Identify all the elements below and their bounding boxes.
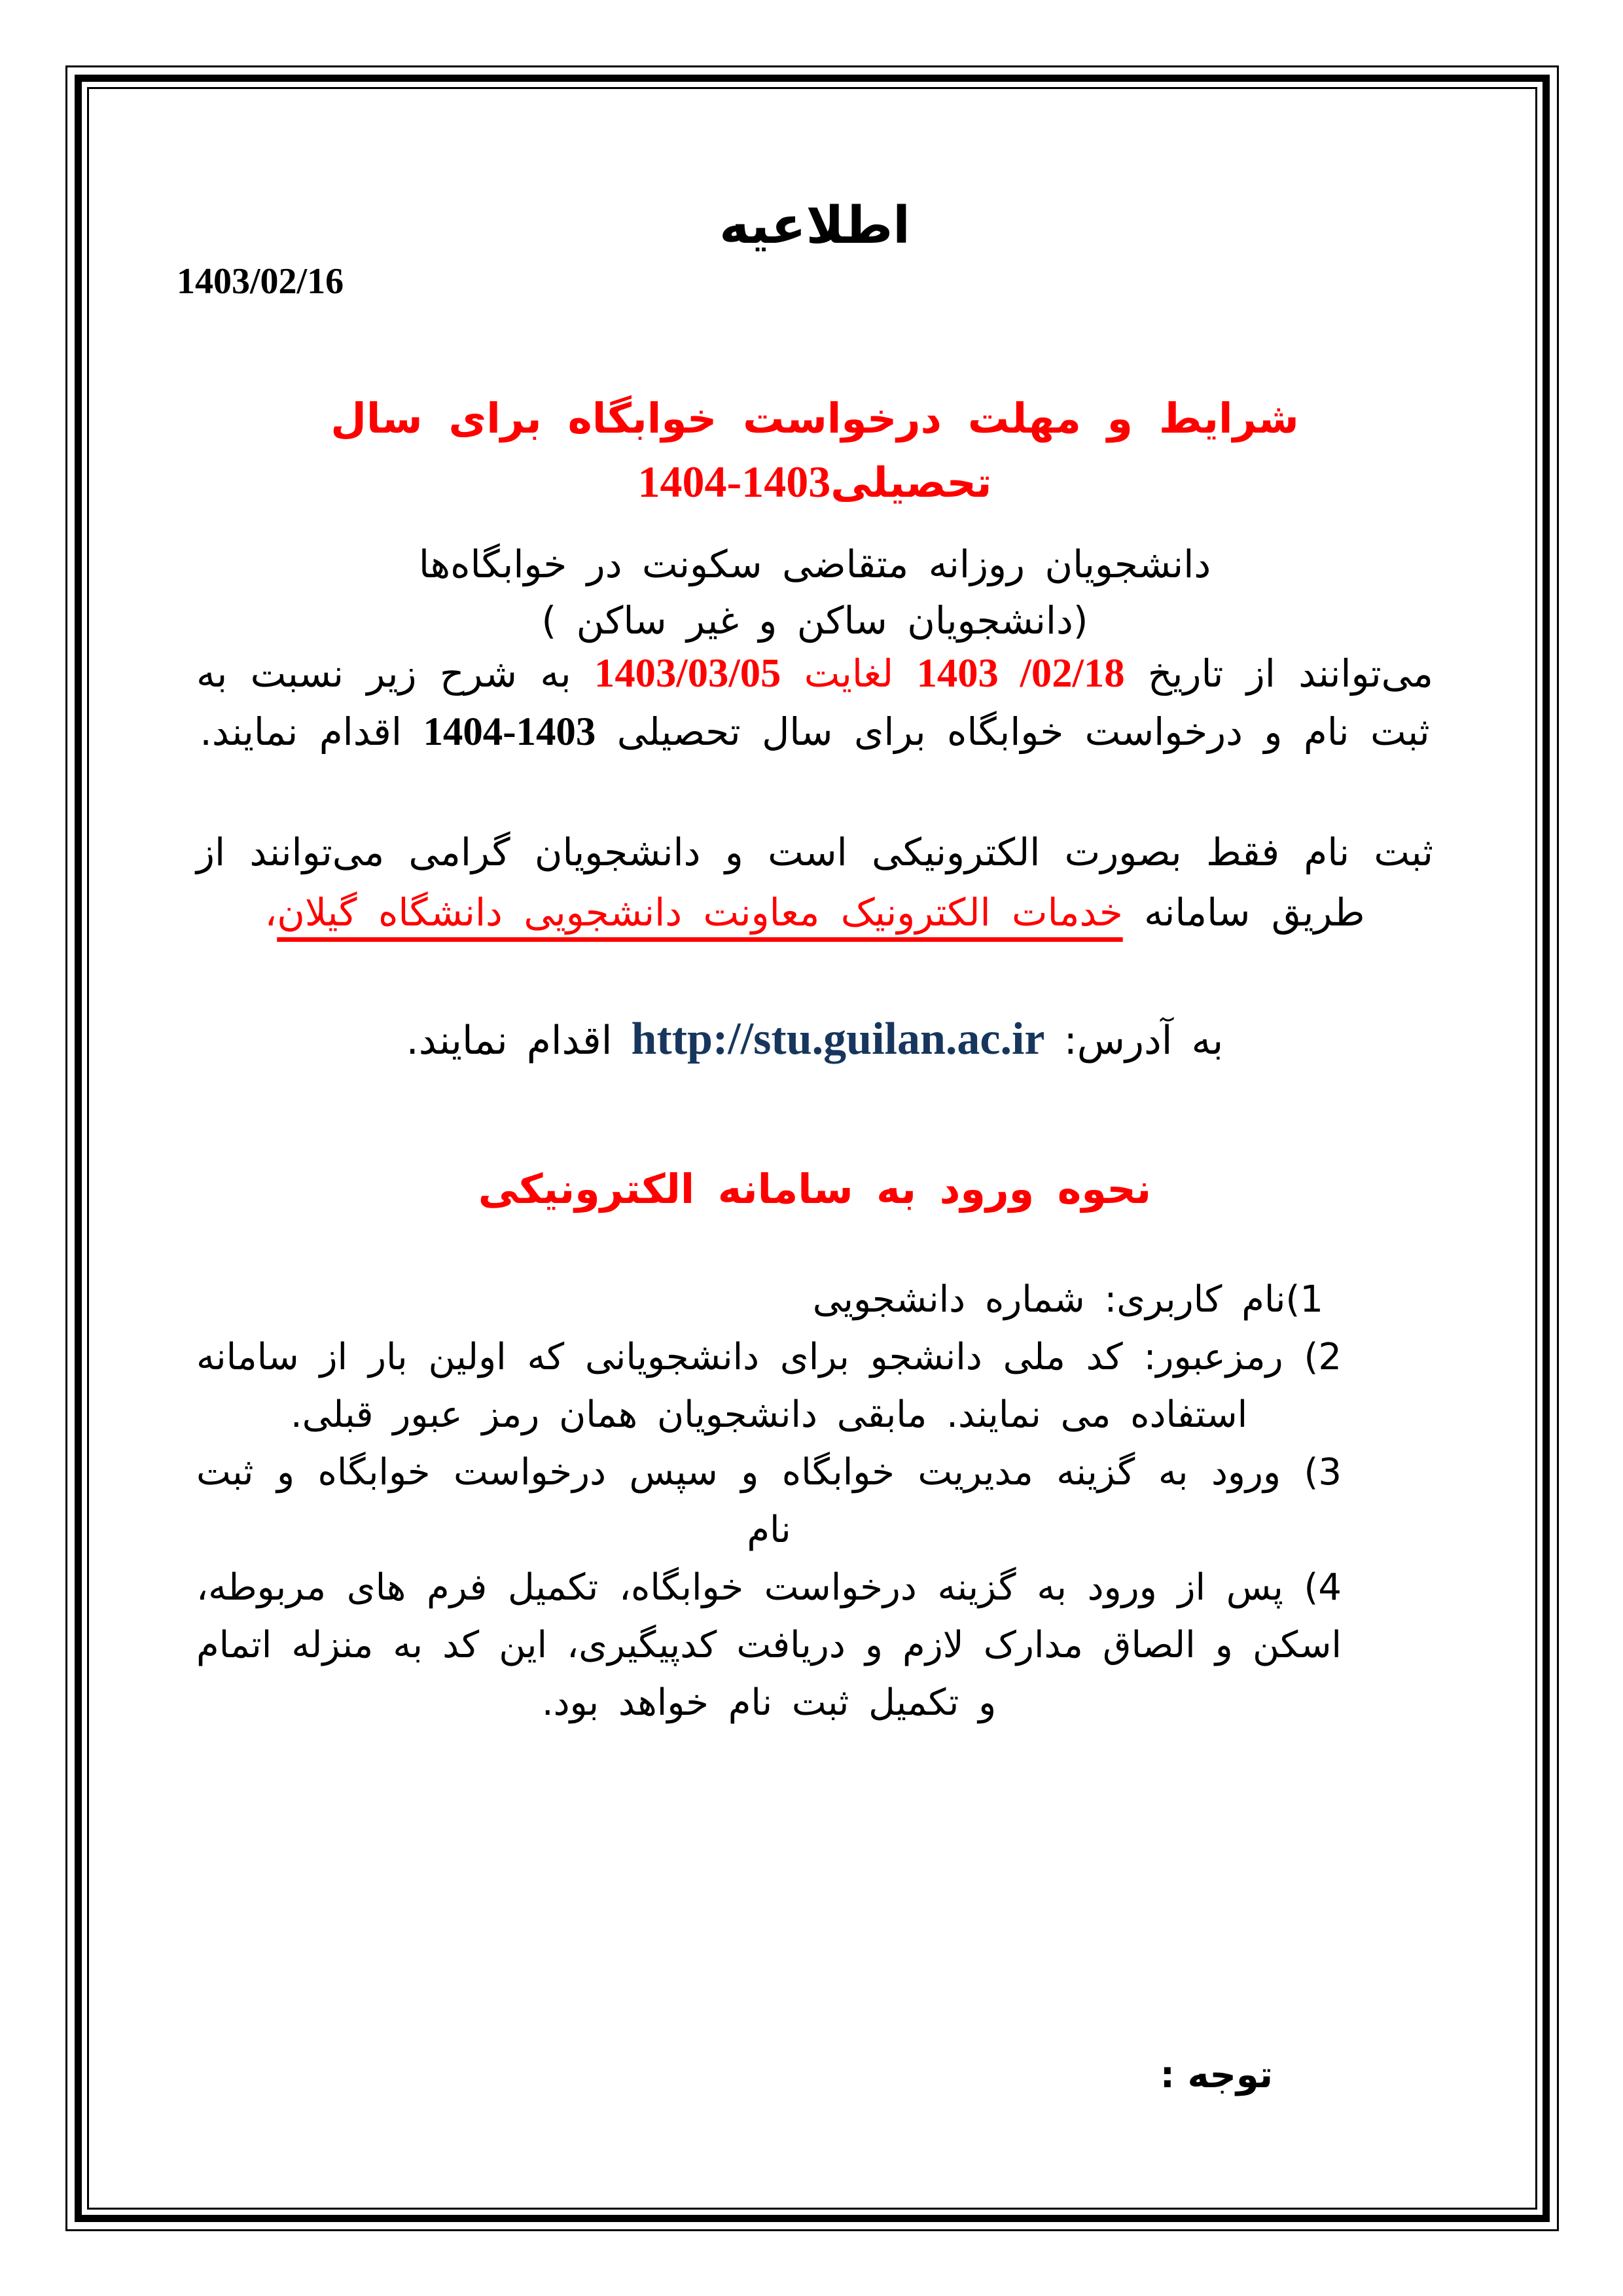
text-segment: می‌توانند از تاریخ [1124, 651, 1433, 696]
intro-paragraph [196, 644, 1433, 761]
registration-paragraph [196, 822, 1433, 942]
text-segment: 1403-1404 [423, 710, 596, 754]
intro-line-2: (دانشجویان ساکن و غیر ساکن ) [541, 598, 1088, 643]
list-item: 1)نام کاربری: شماره دانشجویی [812, 1278, 1323, 1321]
text-segment: 1403-1404 [637, 457, 831, 507]
text-segment: 02/18/ 1403 [916, 650, 1125, 696]
page-title: اطلاعیه [719, 196, 910, 255]
text-segment: خدمات الکترونیک معاونت دانشجویی دانشگاه گیلان [277, 890, 1123, 935]
heading-line-1: شرایط و مهلت درخواست خوابگاه برای سال [330, 395, 1299, 442]
text-segment: لغایت [781, 651, 917, 696]
text-segment: ، [264, 890, 277, 935]
attention-label: توجه : [1160, 2054, 1273, 2096]
main-heading [196, 387, 1433, 514]
text-segment: ثبت نام فقط بصورت الکترونیکی است و دانشجویان گرامی می‌توانند از طریق سامانه [196, 830, 1433, 935]
portal-url: http://stu.guilan.ac.ir [631, 1014, 1045, 1064]
intro-line-1: دانشجویان روزانه متقاضی سکونت در خوابگاه‌ها [418, 542, 1211, 586]
login-subheading: نحوه ورود به سامانه الکترونیکی [478, 1165, 1152, 1213]
heading-line-2 [196, 450, 1433, 514]
document-date: 1403/02/16 [177, 261, 344, 302]
text-segment: به آدرس: [1044, 1018, 1224, 1064]
login-steps-list [196, 1271, 1433, 1732]
list-item: 3) ورود به گزینه مدیریت خوابگاه و سپس درخواست خوابگاه و ثبت نام [196, 1451, 1342, 1551]
text-segment: اقدام نمایند. [406, 1018, 632, 1064]
text-segment: به شرح زیر نسبت به ثبت نام و درخواست خوابگاه برای سال تحصیلی [196, 651, 1430, 754]
text-segment: تحصیلی [830, 459, 992, 507]
page-content [177, 0, 1433, 2296]
list-item: 2) رمزعبور: کد ملی دانشجو برای دانشجویانی که اولین بار از سامانه استفاده می نمایند. مابقی دانشجویان همان رمز عبور قبلی. [196, 1336, 1342, 1436]
address-line [196, 1013, 1433, 1066]
text-segment: 1403/03/05 [594, 650, 781, 696]
list-item: 4) پس از ورود به گزینه درخواست خوابگاه، تکمیل فرم های مربوطه، اسکن و الصاق مدارک لازم و دریافت کدپیگیری، این کد به منزله اتمام و تکمیل ثبت نام خواهد بود. [196, 1566, 1342, 1724]
text-segment: اقدام نمایند. [200, 709, 423, 754]
